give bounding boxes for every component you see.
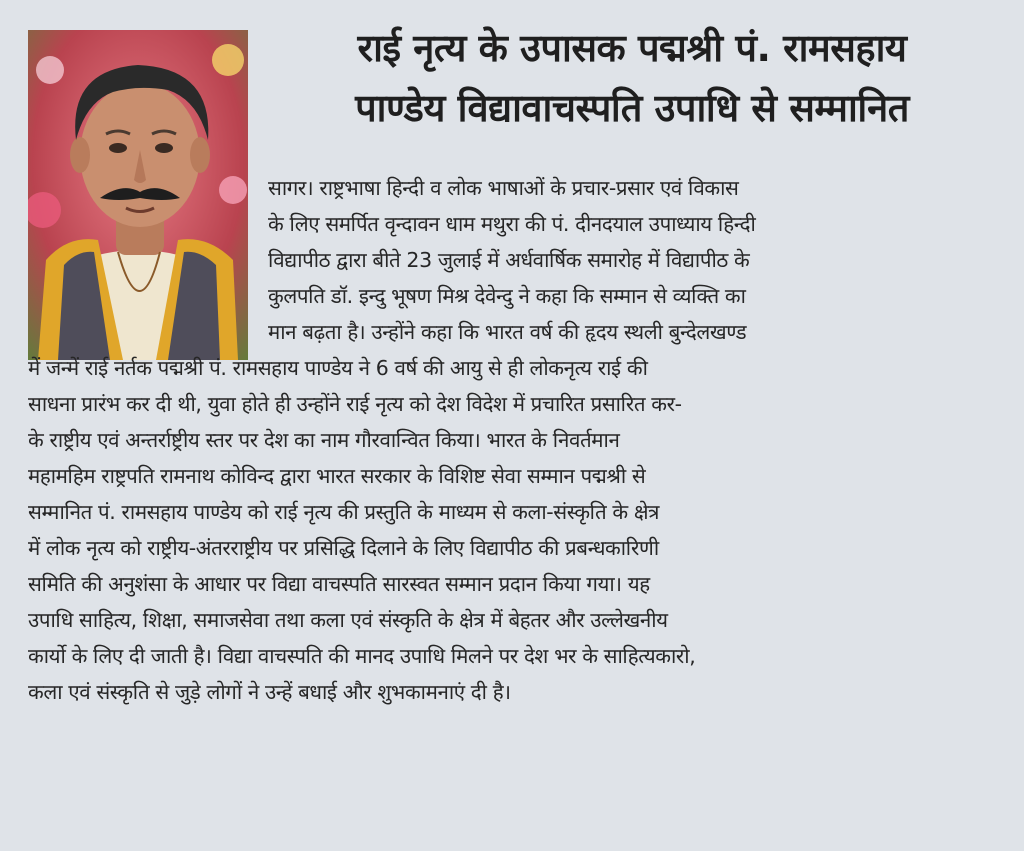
portrait-illustration [28, 30, 248, 360]
body-line: मान बढ़ता है। उन्होंने कहा कि भारत वर्ष की हृदय स्थली बुन्देलखण्ड [268, 320, 747, 344]
body-line: समिति की अनुशंसा के आधार पर विद्या वाचस्पति सारस्वत सम्मान प्रदान किया गया। यह [28, 572, 650, 596]
body-line: सागर। राष्ट्रभाषा हिन्दी व लोक भाषाओं के प्रचार-प्रसार एवं विकास [268, 176, 739, 200]
body-line: महामहिम राष्ट्रपति रामनाथ कोविन्द द्वारा भारत सरकार के विशिष्ट सेवा सम्मान पद्मश्री से [28, 464, 646, 488]
body-line: कुलपति डॉ. इन्दु भूषण मिश्र देवेन्दु ने कहा कि सम्मान से व्यक्ति का [268, 284, 746, 308]
headline-line-1: राई नृत्य के उपासक पद्मश्री पं. रामसहाय [357, 26, 907, 70]
body-line: में जन्में राई नर्तक पद्मश्री पं. रामसहाय पाण्डेय ने 6 वर्ष की आयु से ही लोकनृत्य राई की [28, 356, 648, 380]
headline-line-2: पाण्डेय विद्यावाचस्पति उपाधि से सम्मानित [355, 86, 909, 130]
body-line: के राष्ट्रीय एवं अन्तर्राष्ट्रीय स्तर पर देश का नाम गौरवान्वित किया। भारत के निवर्तमान [28, 428, 620, 452]
body-line: कला एवं संस्कृति से जुड़े लोगों ने उन्हें बधाई और शुभकामनाएं दी है। [28, 680, 511, 704]
body-line: सम्मानित पं. रामसहाय पाण्डेय को राई नृत्य की प्रस्तुति के माध्यम से कला-संस्कृति के क्षेत्र [28, 500, 660, 524]
body-line: विद्यापीठ द्वारा बीते 23 जुलाई में अर्धवार्षिक समारोह में विद्यापीठ के [268, 248, 750, 272]
body-line: कार्यो के लिए दी जाती है। विद्या वाचस्पति की मानद उपाधि मिलने पर देश भर के साहित्यकारो, [28, 644, 696, 668]
body-line: उपाधि साहित्य, शिक्षा, समाजसेवा तथा कला एवं संस्कृति के क्षेत्र में बेहतर और उल्लेखनीय [28, 608, 668, 632]
body-line: में लोक नृत्य को राष्ट्रीय-अंतरराष्ट्रीय पर प्रसिद्धि दिलाने के लिए विद्यापीठ की प्रबन्धकारिणी [28, 536, 659, 560]
body-line: के लिए समर्पित वृन्दावन धाम मथुरा की पं. दीनदयाल उपाध्याय हिन्दी [268, 212, 756, 236]
body-line: साधना प्रारंभ कर दी थी, युवा होते ही उन्होंने राई नृत्य को देश विदेश में प्रचारित प्रसारित कर- [28, 392, 682, 416]
headline [262, 18, 1002, 138]
portrait-photo [28, 30, 248, 360]
